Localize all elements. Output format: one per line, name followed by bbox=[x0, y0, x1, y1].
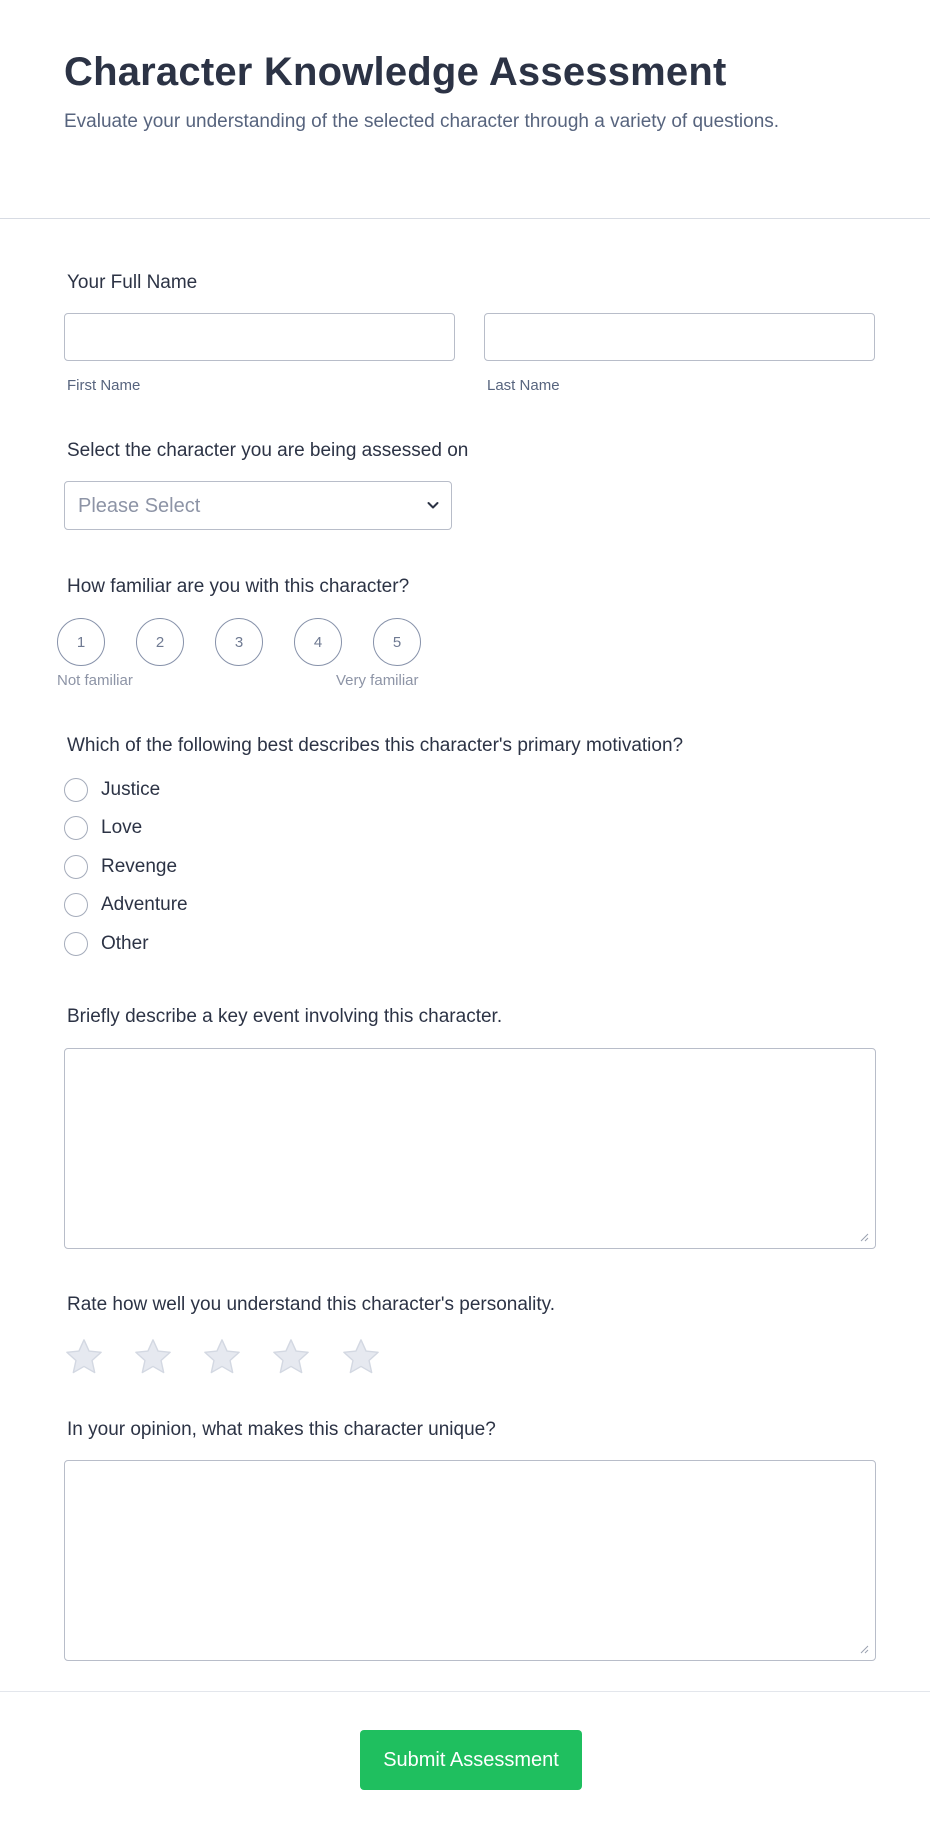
form-header bbox=[0, 0, 930, 219]
radio-option-other[interactable] bbox=[64, 931, 149, 957]
star-icon[interactable] bbox=[270, 1336, 312, 1378]
radio-label[interactable]: Other bbox=[101, 933, 149, 954]
first-name-sublabel: First Name bbox=[67, 377, 141, 394]
star-icon[interactable] bbox=[201, 1336, 243, 1378]
unique-label: In your opinion, what makes this character unique? bbox=[67, 1419, 496, 1440]
full-name-label: Your Full Name bbox=[67, 272, 198, 293]
scale-option-1[interactable]: 1 bbox=[57, 618, 105, 666]
page-subtitle: Evaluate your understanding of the selected character through a variety of questions. bbox=[64, 111, 780, 132]
motivation-label: Which of the following best describes this character's primary motivation? bbox=[67, 735, 684, 756]
scale-option-2[interactable]: 2 bbox=[136, 618, 184, 666]
scale-max-caption: Very familiar bbox=[336, 672, 419, 689]
familiarity-label: How familiar are you with this character? bbox=[67, 576, 410, 597]
page-title: Character Knowledge Assessment bbox=[64, 50, 727, 94]
submit-button[interactable]: Submit Assessment bbox=[360, 1730, 582, 1790]
resize-handle-icon[interactable] bbox=[859, 1232, 869, 1242]
radio-label[interactable]: Revenge bbox=[101, 856, 178, 877]
key-event-textarea[interactable] bbox=[64, 1048, 876, 1249]
radio-option-adventure[interactable] bbox=[64, 892, 188, 918]
character-select[interactable] bbox=[64, 481, 452, 530]
radio-button[interactable] bbox=[64, 778, 88, 802]
star-icon[interactable] bbox=[63, 1336, 105, 1378]
first-name-input[interactable] bbox=[64, 313, 455, 361]
scale-option-5[interactable]: 5 bbox=[373, 618, 421, 666]
character-select-placeholder: Please Select bbox=[78, 495, 201, 517]
scale-option-3[interactable]: 3 bbox=[215, 618, 263, 666]
radio-option-justice[interactable] bbox=[64, 777, 160, 803]
key-event-label: Briefly describe a key event involving this character. bbox=[67, 1006, 503, 1027]
resize-handle-icon[interactable] bbox=[859, 1644, 869, 1654]
radio-button[interactable] bbox=[64, 893, 88, 917]
star-icon[interactable] bbox=[340, 1336, 382, 1378]
personality-label: Rate how well you understand this character's personality. bbox=[67, 1294, 556, 1315]
radio-button[interactable] bbox=[64, 855, 88, 879]
unique-textarea[interactable] bbox=[64, 1460, 876, 1661]
scale-min-caption: Not familiar bbox=[57, 672, 133, 689]
radio-option-love[interactable] bbox=[64, 815, 142, 841]
last-name-sublabel: Last Name bbox=[487, 377, 560, 394]
radio-label[interactable]: Adventure bbox=[101, 894, 188, 915]
radio-button[interactable] bbox=[64, 932, 88, 956]
form-footer bbox=[0, 1691, 930, 1838]
star-icon[interactable] bbox=[132, 1336, 174, 1378]
scale-option-4[interactable]: 4 bbox=[294, 618, 342, 666]
radio-button[interactable] bbox=[64, 816, 88, 840]
radio-label[interactable]: Love bbox=[101, 817, 143, 838]
character-label: Select the character you are being assessed on bbox=[67, 440, 469, 461]
chevron-down-icon bbox=[425, 497, 441, 513]
last-name-input[interactable] bbox=[484, 313, 875, 361]
radio-label[interactable]: Justice bbox=[101, 779, 161, 800]
radio-option-revenge[interactable] bbox=[64, 854, 177, 880]
